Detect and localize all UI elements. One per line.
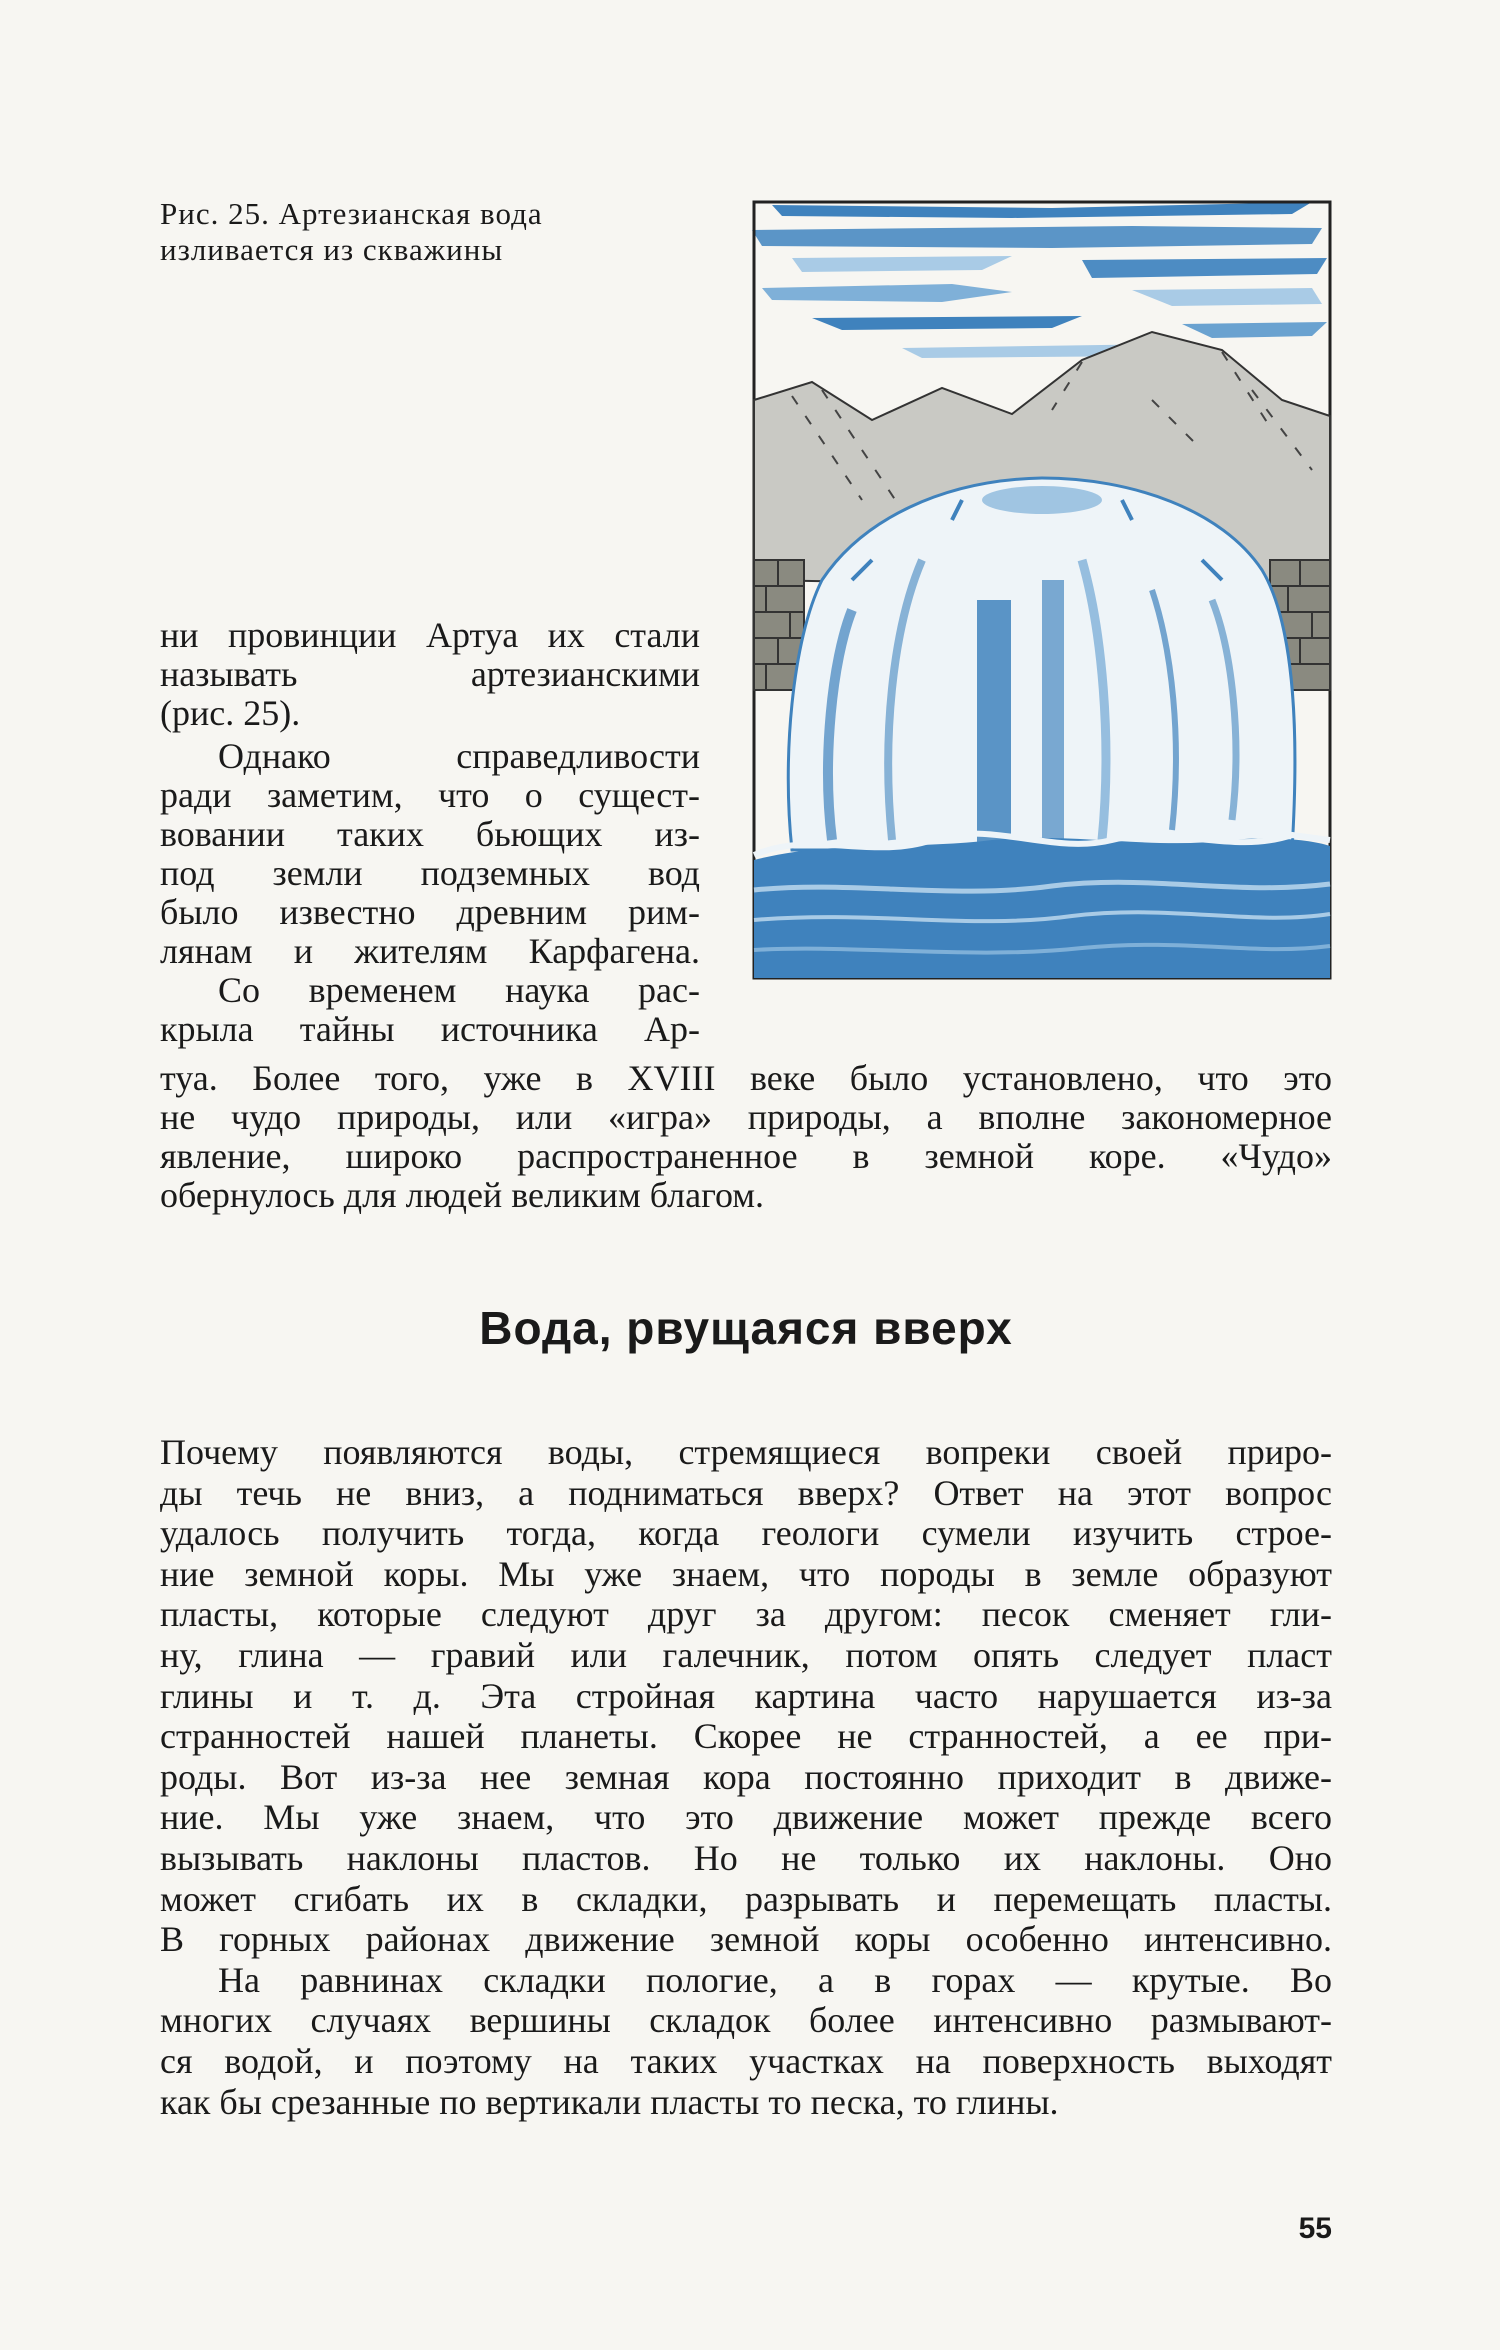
text-line: странностей нашей планеты. Скорее не странностей, а ее при- (160, 1716, 1332, 1757)
paragraph (160, 971, 700, 1049)
text-line: было известно древним рим- (160, 892, 700, 932)
text-line: не чудо природы, или «игра» природы, а вполне закономерное (160, 1097, 1332, 1137)
text-line: ние. Мы уже знаем, что это движение может прежде всего (160, 1797, 1332, 1838)
caption-line: изливается из скважины (160, 232, 504, 267)
paragraph (160, 737, 700, 971)
column-text (160, 616, 700, 1049)
text-line: В горных районах движение земной коры особенно интенсивно. (160, 1919, 1332, 1960)
text-line: как бы срезанные по вертикали пласты то песка, то глины. (160, 2081, 1059, 2122)
section-body (160, 1432, 1332, 2122)
text-line: ние земной коры. Мы уже знаем, что породы в земле образуют (160, 1553, 1332, 1594)
text-line: вызывать наклоны пластов. Но не только их наклоны. Оно (160, 1837, 1332, 1878)
text-line: ни провинции Артуа их стали (160, 615, 700, 655)
text-line: пласты, которые следуют друг за другом: песок сменяет гли- (160, 1594, 1332, 1635)
caption-line: Рис. 25. Артезианская вода (160, 196, 543, 231)
figure-caption (160, 196, 700, 268)
text-line: многих случаях вершины складок более интенсивно размывают- (160, 2000, 1332, 2041)
text-line: обернулось для людей великим благом. (160, 1175, 765, 1215)
pool-water (754, 834, 1330, 978)
text-line: может сгибать их в складки, разрывать и перемещать пласты. (160, 1878, 1332, 1919)
text-line: под земли подземных вод (160, 853, 700, 893)
text-line: туа. Более того, уже в XVIII веке было установлено, что это (160, 1058, 1332, 1098)
text-line: (рис. 25). (160, 693, 301, 733)
text-line: лянам и жителям Карфагена. (160, 931, 700, 971)
text-line: ся водой, и поэтому на таких участках на поверхность выходят (160, 2040, 1332, 2081)
text-line: роды. Вот из-за нее земная кора постоянно приходит в движе- (160, 1756, 1332, 1797)
full-width-text (160, 1059, 1332, 1215)
artesian-fountain-illustration (752, 200, 1332, 980)
paragraph (160, 1960, 1332, 2122)
text-line: ды течь не вниз, а подниматься вверх? Ответ на этот вопрос (160, 1472, 1332, 1513)
text-line: явление, широко распространенное в земной коре. «Чудо» (160, 1136, 1332, 1176)
text-line: Почему появляются воды, стремящиеся вопреки своей приро- (160, 1432, 1332, 1472)
paragraph (160, 1432, 1332, 1960)
text-line: удалось получить тогда, когда геологи сумели изучить строе- (160, 1513, 1332, 1554)
text-line: Однако справедливости (218, 736, 700, 776)
text-line: ну, глина — гравий или галечник, потом опять следует пласт (160, 1634, 1332, 1675)
section-heading: Вода, рвущаяся вверх (479, 1302, 1013, 1354)
text-line: Со временем наука рас- (218, 970, 700, 1010)
text-line: глины и т. д. Эта стройная картина часто нарушается из-за (160, 1675, 1332, 1716)
fountain-picture (752, 200, 1332, 980)
page-number: 55 (1298, 2212, 1332, 2245)
text-line: ради заметим, что о сущест- (160, 775, 700, 815)
text-line: называть артезианскими (160, 654, 700, 694)
paragraph-continuation (160, 616, 700, 733)
sky-clouds (752, 202, 1327, 358)
fountain-water (788, 478, 1295, 850)
text-line: вовании таких бьющих из- (160, 814, 700, 854)
text-line: крыла тайны источника Ар- (160, 1009, 700, 1049)
text-line: На равнинах складки пологие, а в горах — крутые. Во (218, 1959, 1332, 2000)
